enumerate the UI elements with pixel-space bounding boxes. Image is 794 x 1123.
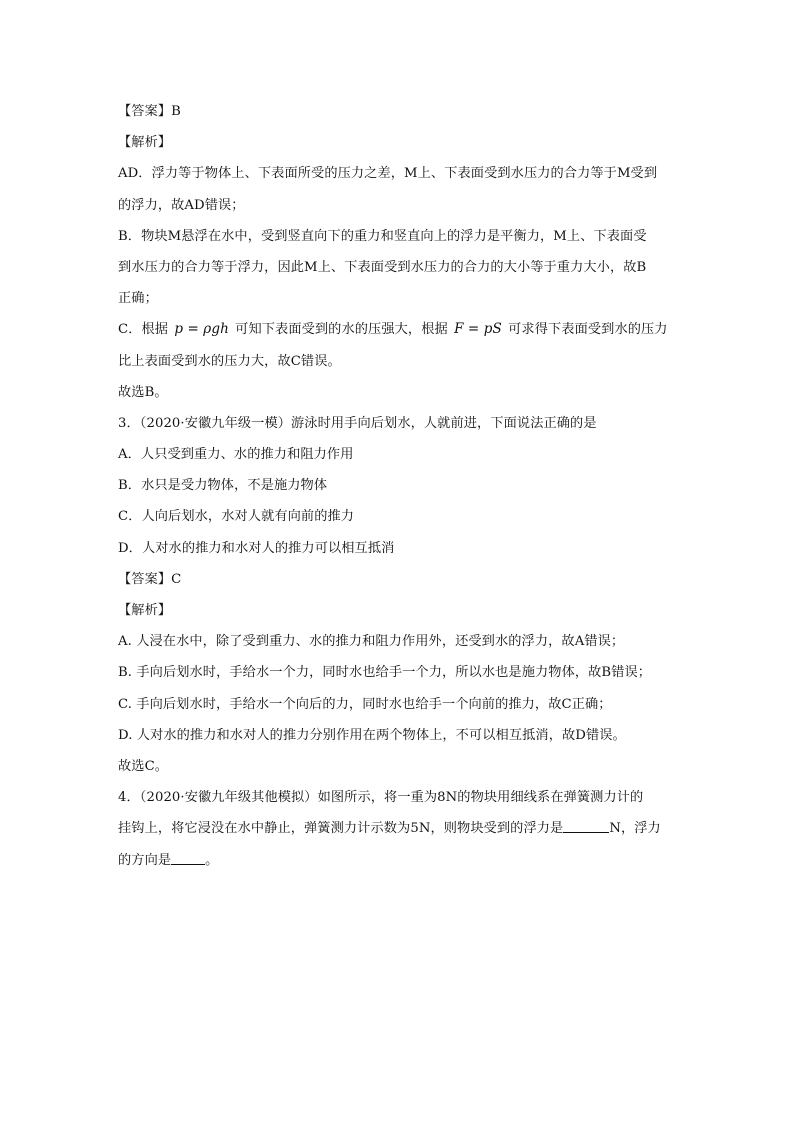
question-4-stem-3: [118, 845, 678, 876]
question-4-stem-2-pre: 挂钩上，将它浸没在水中静止，弹簧测力计示数为5N，则物块受到的浮力是: [118, 821, 564, 837]
analysis-2-line-c-1: [118, 314, 678, 345]
analysis-2-line-c-2: 比上表面受到水的压力大，故C错误。: [118, 353, 341, 369]
question-4-stem-3-post: 。: [205, 852, 219, 868]
analysis-2-line-c-1-pre: C．根据: [118, 322, 169, 338]
analysis-2-line-ad-1: AD．浮力等于物体上、下表面所受的压力之差，M上、下表面受到水压力的合力等于M受到: [118, 166, 658, 182]
analysis-label-2: 【解析】: [118, 135, 172, 151]
question-4-stem-3-pre: 的方向是: [118, 852, 172, 868]
answer-label-3: 【答案】C: [118, 571, 182, 587]
question-4-stem-2-post: N，浮力: [609, 821, 661, 837]
answer-blank-buoyancy[interactable]: [563, 818, 609, 833]
analysis-2-line-c-1-mid: 可知下表面受到的水的压强大，根据: [235, 322, 448, 338]
analysis-label-3: 【解析】: [118, 603, 172, 618]
analysis-3-line-c: C. 手向后划水时，手给水一个向后的力，同时水也给手一个向前的推力，故C正确；: [118, 696, 612, 712]
analysis-2-line-b-2: 到水压力的合力等于浮力，因此M上、下表面受到水压力的合力的大小等于重力大小，故B: [118, 259, 647, 275]
conclusion-2: 故选B。: [118, 384, 168, 400]
answer-blank-direction[interactable]: [171, 850, 205, 865]
analysis-2-line-b-1: B．物块M悬浮在水中，受到竖直向下的重力和竖直向上的浮力是平衡力，M上、下表面受: [118, 228, 647, 244]
analysis-2-line-ad-2: 的浮力，故AD错误；: [118, 197, 245, 213]
analysis-3-line-a: A. 人浸在水中，除了受到重力、水的推力和阻力作用外，还受到水的浮力，故A错误；: [118, 634, 625, 650]
analysis-2-line-c-1-post: 可求得下表面受到水的压力: [508, 322, 668, 338]
answer-label-2: 【答案】B: [118, 104, 181, 119]
question-3-option-b: B．水只是受力物体，不是施力物体: [118, 478, 328, 494]
conclusion-3: 故选C。: [118, 758, 169, 774]
analysis-3-line-b: B. 手向后划水时，手给水一个力，同时水也给手一个力，所以水也是施力物体，故B错误；: [118, 665, 652, 681]
question-4-stem-1: 4．（2020·安徽九年级其他模拟）如图所示，将一重为8N的物块用细线系在弹簧测力计的: [118, 790, 644, 806]
analysis-2-line-b-3: 正确；: [118, 291, 158, 307]
force-formula: F = pS: [454, 321, 502, 338]
question-3-option-a: A．人只受到重力、水的推力和阻力作用: [118, 447, 354, 463]
pressure-formula: p = ρgh: [174, 321, 229, 338]
question-4-stem-2: [118, 813, 678, 844]
question-3-option-c: C．人向后划水，水对人就有向前的推力: [118, 509, 355, 525]
analysis-3-line-d: D. 人对水的推力和水对人的推力分别作用在两个物体上，不可以相互抵消，故D错误。: [118, 727, 626, 743]
document-content: [118, 96, 678, 876]
question-3-option-d: D．人对水的推力和水对人的推力可以相互抵消: [118, 540, 395, 556]
question-3-stem: 3．（2020·安徽九年级一模）游泳时用手向后划水，人就前进，下面说法正确的是: [118, 415, 597, 431]
